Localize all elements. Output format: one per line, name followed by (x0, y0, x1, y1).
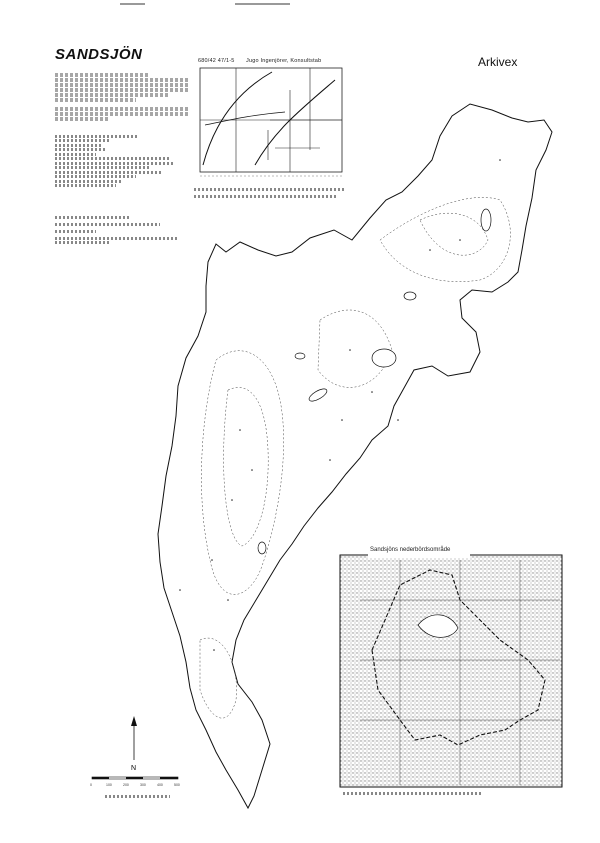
map-code: 680/42 47/1-5 (198, 58, 235, 64)
depth-area-chart (200, 68, 342, 176)
scale-tick: 300 (140, 783, 146, 787)
scale-tick: 400 (157, 783, 163, 787)
scale-bar (92, 777, 178, 779)
lake-title: SANDSJÖN (55, 46, 143, 63)
north-label: N (131, 765, 137, 772)
scale-tick: 200 (123, 783, 129, 787)
archive-label: Arkivex (478, 55, 518, 69)
north-arrow (131, 716, 137, 772)
scale-tick: 500 (174, 783, 180, 787)
scale-tick: 0 (90, 783, 92, 787)
inset-catchment-map (340, 549, 562, 787)
header-org: Jugo Ingenjörer, Konsultstab (246, 58, 322, 64)
scale-ticks (90, 783, 180, 787)
inset-title: Sandsjöns nederbördsområde (370, 547, 451, 553)
scale-tick: 100 (106, 783, 112, 787)
